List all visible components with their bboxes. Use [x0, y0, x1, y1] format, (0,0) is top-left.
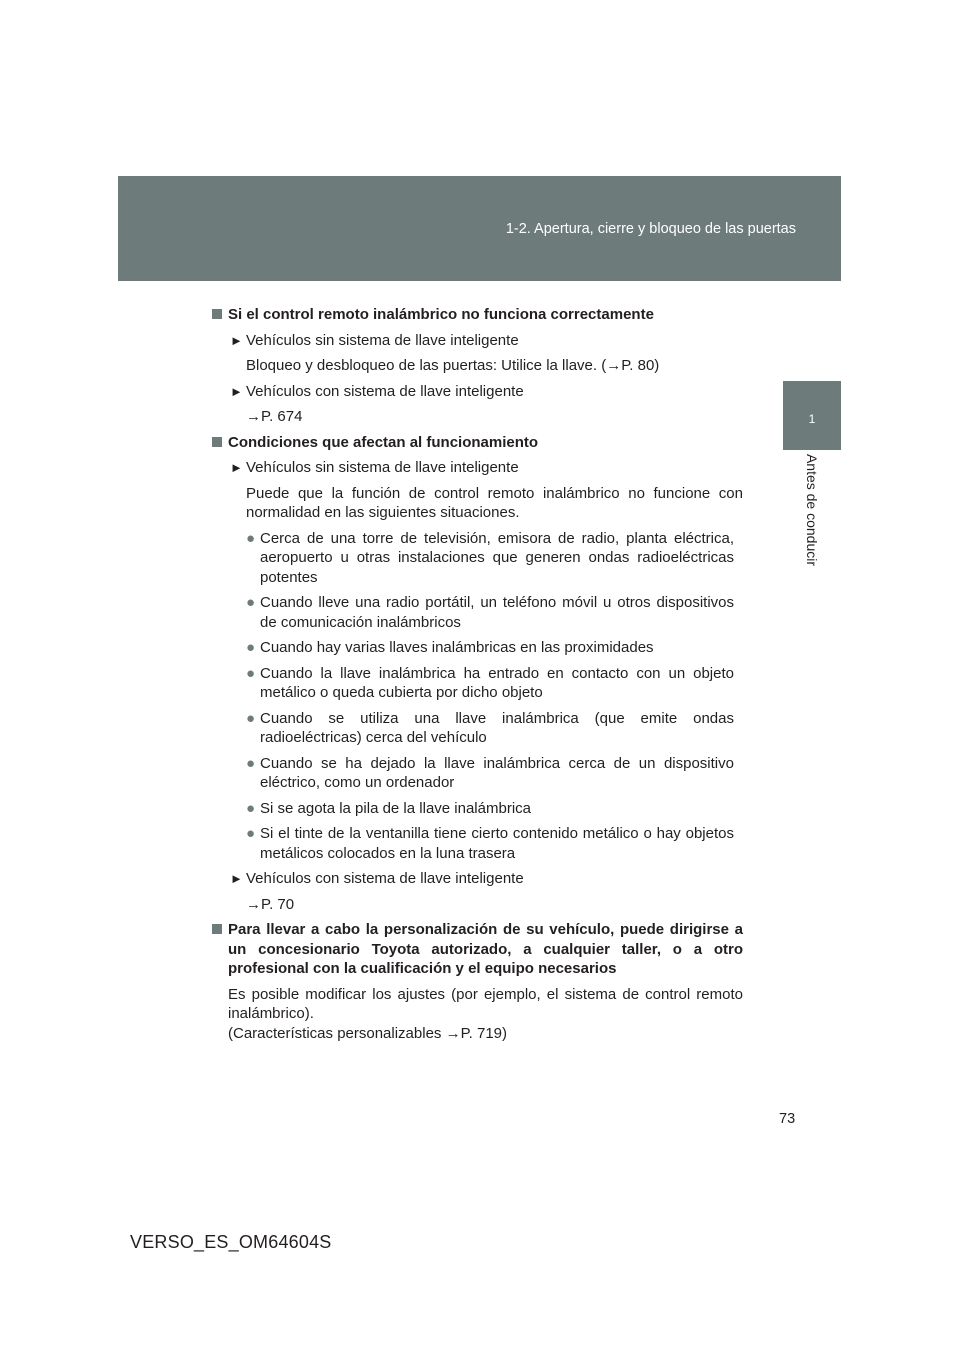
- header-band: [118, 176, 841, 281]
- paragraph: Bloqueo y desbloqueo de las puertas: Utilice la llave. (→P. 80): [246, 357, 660, 374]
- page-number: 73: [779, 1111, 796, 1127]
- section-heading: Condiciones que afectan al funcionamiento: [212, 433, 743, 453]
- chapter-tab: [783, 381, 841, 450]
- list-item: ● Cuando hay varias llaves inalámbricas en las proximidades: [246, 639, 654, 656]
- sub-heading: ► Vehículos con sistema de llave inteligente: [230, 870, 524, 887]
- list-item: ● Si el tinte de la ventanilla tiene cierto contenido metálico o hay objetos metálicos colocados en la luna trasera: [246, 825, 734, 862]
- list-item: ● Si se agota la pila de la llave inalámbrica: [246, 799, 531, 817]
- square-bullet-icon: [212, 437, 222, 447]
- list-item: ● Cerca de una torre de televisión, emisora de radio, planta eléctrica, aeropuerto u otras instalaciones que generen ondas radioeléctricas potentes: [246, 529, 734, 586]
- circle-bullet-icon: ●: [246, 709, 256, 727]
- circle-bullet-icon: ●: [246, 825, 256, 842]
- list-item: ● Cuando lleve una radio portátil, un teléfono móvil u otros dispositivos de comunicación inalámbricos: [246, 594, 734, 631]
- triangle-arrow-icon: ►: [230, 383, 243, 399]
- circle-bullet-icon: ●: [246, 799, 256, 817]
- circle-bullet-icon: ●: [246, 594, 256, 611]
- circle-bullet-icon: ●: [246, 754, 256, 772]
- square-bullet-icon: [212, 309, 222, 319]
- page-content: [212, 305, 743, 1049]
- paragraph: (Características personalizables →P. 719): [228, 1024, 508, 1042]
- page-reference: →P. 674: [246, 408, 303, 425]
- section-title: 1-2. Apertura, cierre y bloqueo de las puertas: [505, 221, 796, 237]
- sub-heading: ► Vehículos con sistema de llave inteligente: [230, 382, 524, 400]
- document-code: VERSO_ES_OM64604S: [130, 1232, 332, 1252]
- triangle-arrow-icon: ►: [230, 871, 243, 886]
- list-item: ● Cuando se utiliza una llave inalámbrica (que emite ondas radioeléctricas) cerca del vehículo: [246, 709, 734, 746]
- triangle-arrow-icon: ►: [230, 332, 243, 348]
- sub-heading: ► Vehículos sin sistema de llave inteligente: [230, 459, 519, 476]
- circle-bullet-icon: ●: [246, 639, 256, 656]
- paragraph: Puede que la función de control remoto inalámbrico no funcione con normalidad en las siguientes situaciones.: [246, 484, 743, 521]
- square-bullet-icon: [212, 924, 222, 934]
- chapter-number: 1: [808, 412, 816, 426]
- triangle-arrow-icon: ►: [230, 460, 243, 475]
- circle-bullet-icon: ●: [246, 664, 256, 682]
- section-heading: Si el control remoto inalámbrico no funciona correctamente: [212, 305, 743, 325]
- section-heading: Para llevar a cabo la personalización de su vehículo, puede dirigirse a un concesionario Toyota autorizado, a cualquier taller, o a otro profesional con la cualificación y el equipo necesarios: [212, 920, 743, 979]
- chapter-label: Antes de conducir: [804, 453, 820, 567]
- sub-heading: ► Vehículos sin sistema de llave inteligente: [230, 331, 519, 349]
- circle-bullet-icon: ●: [246, 529, 256, 547]
- list-item: ● Cuando la llave inalámbrica ha entrado en contacto con un objeto metálico o queda cubierta por dicho objeto: [246, 664, 734, 701]
- paragraph: Es posible modificar los ajustes (por ejemplo, el sistema de control remoto inalámbrico).: [228, 985, 743, 1022]
- list-item: ● Cuando se ha dejado la llave inalámbrica cerca de un dispositivo eléctrico, como un ordenador: [246, 754, 734, 791]
- page-reference: →P. 70: [246, 895, 295, 913]
